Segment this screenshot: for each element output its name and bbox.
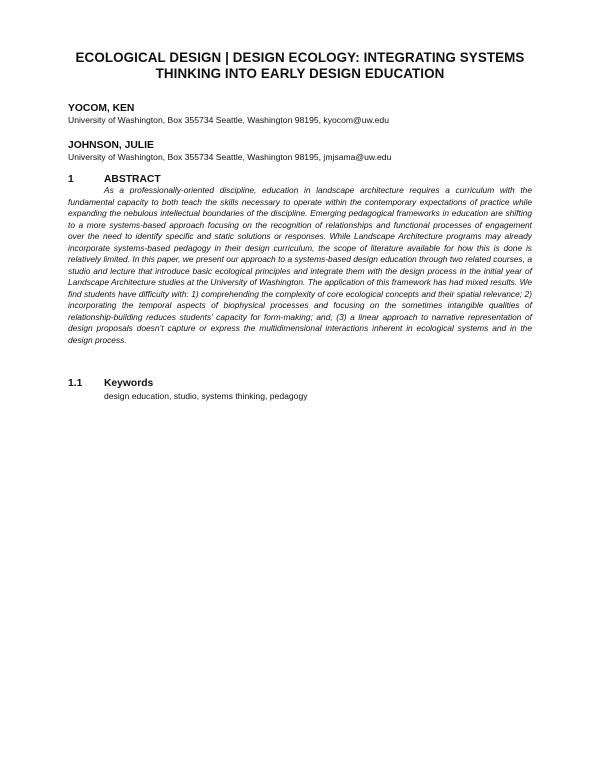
author-name: YOCOM, KEN: [68, 103, 135, 114]
keywords-heading: Keywords: [104, 378, 154, 389]
author-block-2: [68, 139, 538, 163]
keywords-text: design education, studio, systems thinking, pedagogy: [104, 391, 308, 401]
paper-title: ECOLOGICAL DESIGN | DESIGN ECOLOGY: INTEGRATING SYSTEMS THINKING INTO EARLY DESIGN EDUCATION: [75, 50, 525, 81]
abstract-heading: ABSTRACT: [104, 174, 161, 185]
author-affiliation: University of Washington, Box 355734 Seattle, Washington 98195, kyocom@uw.edu: [68, 115, 389, 125]
author-name: JOHNSON, JULIE: [68, 140, 154, 151]
abstract-section-number: 1: [68, 174, 74, 185]
author-affiliation: University of Washington, Box 355734 Seattle, Washington 98195, jmjsama@uw.edu: [68, 152, 392, 162]
abstract-text: As a professionally-oriented discipline, education in landscape architecture requires a curriculum with the fundamental capacity to both teach the skills necessary to operate within the contemporary expectations of practice while expanding the nebulous intellectual boundaries of the discipline. Emerging pedagogical frameworks in education are shifting to a more systems-based approach focusing on the recognition of relationships and functional processes of engagement over the need to identify specific and static solutions or responses. While Landscape Architecture programs may already incorporate systems-based pedagogy in their design curriculum, the scope of literature available for how this is done is relatively limited. In this paper, we present our approach to a systems-based design education through two related courses, a studio and lecture that introduce basic ecological principles and integrate them with the design process in the initial year of Landscape Architecture studies at the University of Washington. The application of this framework has had mixed results. We find students have difficulty with: 1) comprehending the complexity of core ecological concepts and their spatial relevance; 2) incorporating the temporal aspects of biophysical processes and focusing on the sometimes intangible qualities of relationship-building reduces students’ capacity for form-making; and, (3) a linear approach to narrative representation of design proposals doesn’t capture or express the multidimensional interactions inherent in ecological systems and in the design process.: [68, 185, 532, 345]
keywords-section-number: 1.1: [68, 378, 83, 389]
author-block-1: [68, 102, 538, 126]
